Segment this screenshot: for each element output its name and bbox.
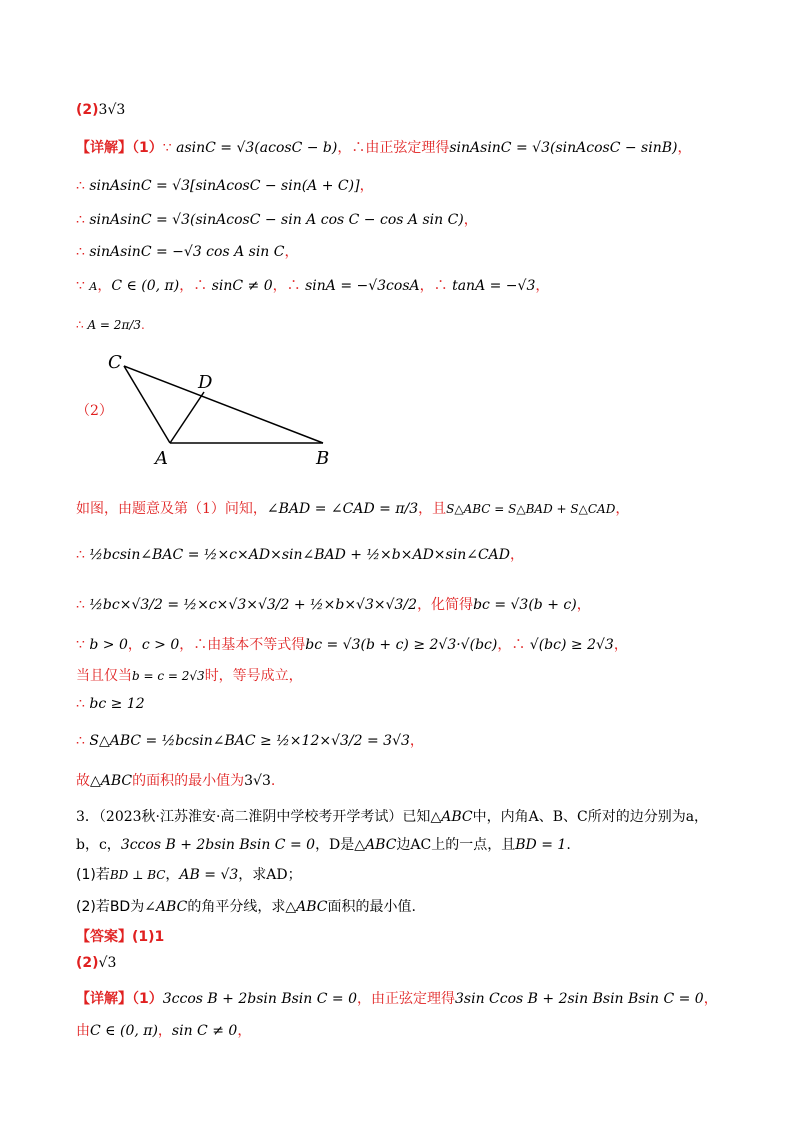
math-expr: BD = 1 [515, 837, 567, 853]
math-expr: sinAsinC = √3(sinAcosC − sin A cos C − cos A sin C) [89, 212, 464, 228]
problem-3-line-1 [76, 808, 708, 826]
answer-part2-line [76, 101, 125, 119]
math-expr: sinC ≠ 0 [211, 278, 273, 294]
text: ，化简得 [417, 597, 474, 613]
math-expr: √(bc) ≥ 2√3 [529, 637, 614, 653]
text: ∴ [76, 696, 90, 712]
detail-line-2 [76, 990, 718, 1008]
text: ，且 [418, 501, 447, 517]
derivation-line [76, 667, 303, 685]
part-label: (2) [76, 955, 99, 971]
math-expr: △ABC [430, 809, 473, 825]
math-expr: 3ccos B + 2bsin Bsin C = 0 [162, 991, 357, 1007]
math-expr: asinC = √3(acosC − b) [176, 140, 338, 156]
math-expr: S△ABC = ½bcsin∠BAC ≥ ½×12×√3/2 = 3√3 [89, 733, 410, 749]
text: ∴ [76, 178, 90, 194]
derivation-line [76, 695, 145, 713]
edge-ad [170, 392, 204, 443]
text: . [566, 837, 571, 853]
text: . [141, 318, 145, 332]
text: ， [127, 637, 142, 653]
vertex-label-c: C [108, 352, 122, 373]
text: b，c， [76, 837, 121, 853]
math-expr: C ∈ (0, π) [111, 278, 180, 294]
problem-3-sub-1 [76, 866, 302, 884]
text: ∴ [76, 318, 88, 332]
vertex-label-b: B [316, 448, 330, 468]
text: ， [535, 278, 550, 294]
text: ， [613, 637, 628, 653]
text: ∵ [76, 278, 90, 294]
math-expr: C ∈ (0, π) [90, 1023, 158, 1039]
text: 面积的最小值. [327, 899, 416, 915]
text: ∵ [76, 637, 90, 653]
text: . [270, 773, 276, 789]
answer-line-2 [76, 954, 116, 972]
math-expr: c > 0 [141, 637, 180, 653]
text: ， [97, 278, 112, 294]
text: ， [703, 991, 718, 1007]
text: ， [463, 212, 478, 228]
text: ， [284, 244, 299, 260]
text: ，∴ [272, 278, 306, 294]
math-expr: △ABC [285, 899, 328, 915]
text: ， [576, 597, 591, 613]
derivation-line [76, 316, 145, 334]
text: (1)若 [76, 867, 110, 883]
text: 故 [76, 773, 90, 789]
conclusion-line [76, 772, 275, 790]
math-expr: sinA = −√3cosA [305, 278, 420, 294]
detail-tag: 【详解】（1） [76, 140, 163, 156]
derivation-line [76, 732, 424, 750]
text: ，∴ [179, 278, 212, 294]
problem-3-line-2 [76, 836, 571, 854]
text: ∴ [76, 547, 90, 563]
text: (2)若BD为 [76, 899, 145, 915]
math-expr: √3 [98, 955, 117, 971]
derivation-line [76, 277, 549, 296]
text: ， [677, 140, 692, 156]
detail-tag: 【详解】（1） [76, 991, 163, 1007]
edge-cb [124, 366, 323, 443]
text: ， [165, 867, 180, 883]
text: ∴ [76, 212, 90, 228]
derivation-line [76, 211, 478, 229]
text: ， [157, 1023, 172, 1039]
vertex-label-a: A [155, 448, 168, 468]
detail-line-1 [76, 139, 691, 157]
text: ，∴由基本不等式得 [179, 637, 306, 653]
text: ∴ [76, 244, 90, 260]
text: ， [237, 1023, 252, 1039]
text: ，由正弦定理得 [357, 991, 455, 1007]
math-expr: 3ccos B + 2bsin Bsin C = 0 [120, 837, 316, 853]
answer-value: (1)1 [132, 929, 165, 945]
math-expr: sin C ≠ 0 [171, 1023, 238, 1039]
math-expr: △ABC [90, 773, 133, 789]
math-expr: A [89, 280, 98, 293]
text: ， [359, 178, 374, 194]
vertex-label-d: D [198, 372, 213, 393]
text: ， [409, 733, 424, 749]
text: ，∴ [497, 637, 530, 653]
text: 时，等号成立， [204, 668, 303, 684]
text: 的角平分线，求 [187, 899, 286, 915]
math-expr: bc = √3(b + c) [473, 597, 577, 613]
text: ，求AD； [238, 867, 302, 883]
derivation-line [76, 546, 524, 564]
math-expr: sinAsinC = √3[sinAcosC − sin(A + C)] [89, 178, 360, 194]
text: ∴ [76, 597, 90, 613]
derivation-line [76, 636, 628, 654]
text: 的面积的最小值为 [132, 773, 245, 789]
answer-line [76, 928, 164, 946]
math-expr: sinAsinC = √3(sinAcosC − sinB) [449, 140, 678, 156]
math-expr: ½bc×√3/2 = ½×c×√3×√3/2 + ½×b×√3×√3/2 [89, 597, 418, 613]
text: ∵ [162, 140, 177, 156]
part-label: (2) [76, 102, 99, 118]
math-expr: 3√3 [98, 102, 126, 118]
text: 中，内角A、B、C所对的边分别为a， [472, 809, 709, 825]
math-expr: AB = √3 [179, 867, 239, 883]
math-expr: b > 0 [89, 637, 128, 653]
math-expr: bc = √3(b + c) ≥ 2√3·√(bc) [305, 637, 498, 653]
part-label: （2） [76, 403, 113, 419]
answer-tag: 【答案】 [76, 929, 132, 945]
derivation-line [76, 177, 374, 195]
math-expr: △ABC [354, 837, 397, 853]
math-expr: BD ⊥ BC [109, 868, 166, 882]
math-expr: b = c = 2√3 [132, 669, 205, 683]
math-expr: sinAsinC = −√3 cos A sin C [89, 244, 285, 260]
text: 边AC上的一点，且 [396, 837, 516, 853]
problem-3-sub-2 [76, 898, 416, 916]
math-expr: ½bcsin∠BAC = ½×c×AD×sin∠BAD + ½×b×AD×sin∠CAD [89, 547, 510, 563]
math-expr: 3sin Ccos B + 2sin Bsin Bsin C = 0 [455, 991, 704, 1007]
text: ，D是 [315, 837, 355, 853]
text: ，∴ [419, 278, 453, 294]
text: ∴ [76, 733, 90, 749]
text: 3．（2023秋·江苏淮安·高二淮阴中学校考开学考试）已知 [76, 809, 431, 825]
derivation-line [76, 243, 298, 261]
text: 由 [76, 1023, 90, 1039]
derivation-line [76, 500, 629, 518]
math-expr: ∠BAD = ∠CAD = π/3 [266, 501, 419, 517]
math-expr: tanA = −√3 [452, 278, 536, 294]
text: ，∴由正弦定理得 [337, 140, 450, 156]
math-expr: 3√3 [244, 773, 271, 789]
math-expr: S△ABC = S△BAD + S△CAD [446, 502, 616, 516]
text: 当且仅当 [76, 668, 132, 684]
text: ， [615, 501, 630, 517]
math-expr: A = 2π/3 [87, 318, 142, 332]
text: 如图，由题意及第（1）问知， [76, 501, 267, 517]
triangle-figure [100, 346, 350, 468]
derivation-line [76, 1022, 251, 1040]
edge-ca [124, 366, 170, 443]
math-expr: ∠ABC [144, 899, 188, 915]
math-expr: bc ≥ 12 [89, 696, 145, 712]
derivation-line [76, 596, 591, 614]
text: ， [510, 547, 524, 563]
